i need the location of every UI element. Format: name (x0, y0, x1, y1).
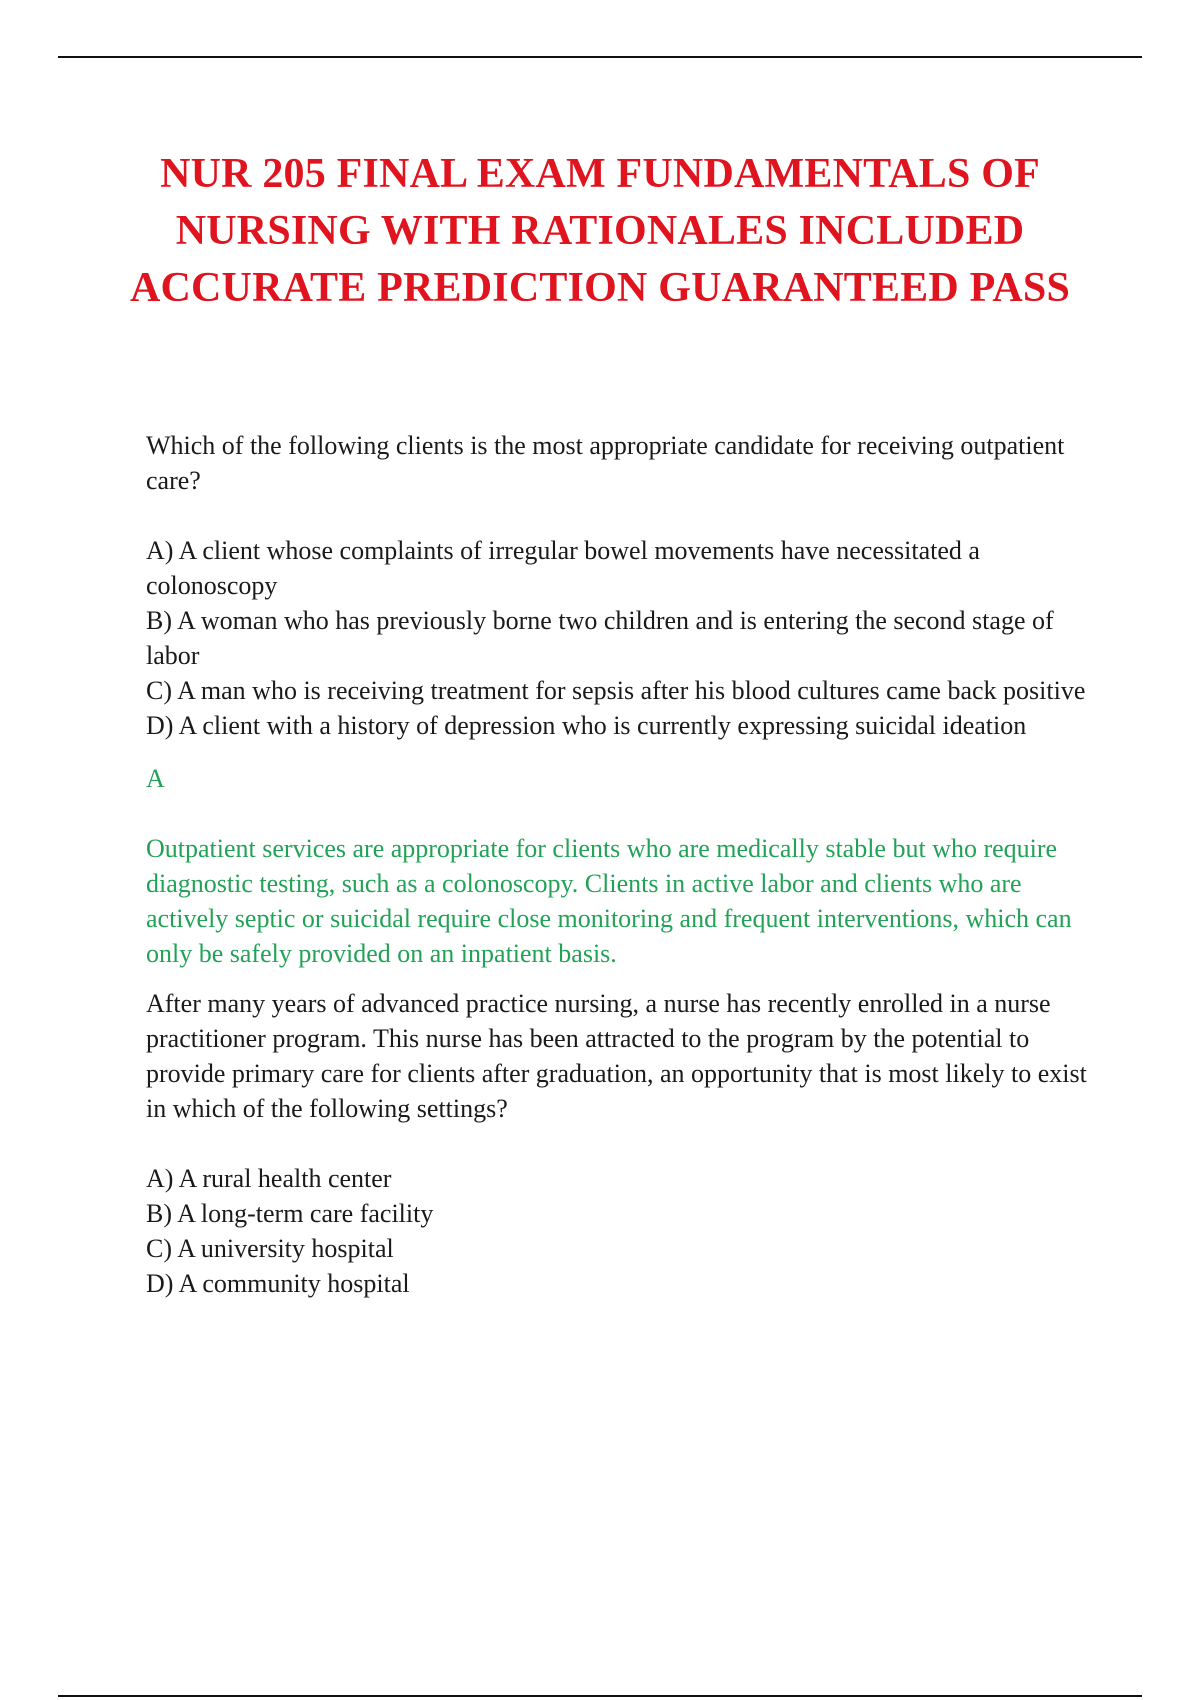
question-1-options (146, 533, 1106, 743)
question-2-option-d: D) A community hospital (146, 1269, 410, 1298)
question-1-stem: Which of the following clients is the most appropriate candidate for receiving outpatient care? (146, 431, 1065, 495)
question-2-stem: After many years of advanced practice nursing, a nurse has recently enrolled in a nurse practitioner program. This nurse has been attracted to the program by the potential to provide primary care for clients after graduation, an opportunity that is most likely to exist in which of the following settings? (146, 989, 1087, 1123)
question-2-option-c: C) A university hospital (146, 1234, 394, 1263)
top-divider (58, 56, 1142, 58)
question-1-option-a: A) A client whose complaints of irregular bowel movements have necessitated a colonoscopy (146, 536, 980, 600)
question-1-option-b: B) A woman who has previously borne two children and is entering the second stage of labor (146, 606, 1054, 670)
question-2-options (146, 1161, 1106, 1301)
bottom-divider (58, 1695, 1142, 1697)
question-1-rationale: Outpatient services are appropriate for clients who are medically stable but who require diagnostic testing, such as a colonoscopy. Clients in active labor and clients who are actively septic or suicidal require close monitoring and frequent interventions, which can only be safely provided on an inpatient basis. (146, 834, 1072, 968)
question-2 (146, 986, 1106, 1301)
document-title: NUR 205 FINAL EXAM FUNDAMENTALS OF NURSING WITH RATIONALES INCLUDED ACCURATE PREDICTION GUARANTEED PASS (129, 151, 1071, 311)
question-1-option-d: D) A client with a history of depression who is currently expressing suicidal ideation (146, 711, 1027, 740)
question-2-option-a: A) A rural health center (146, 1164, 392, 1193)
question-1-option-c: C) A man who is receiving treatment for sepsis after his blood cultures came back positive (146, 676, 1086, 705)
question-1 (146, 428, 1106, 971)
question-2-option-b: B) A long-term care facility (146, 1199, 434, 1228)
document-body (146, 428, 1106, 1301)
question-1-answer: A (146, 764, 165, 793)
